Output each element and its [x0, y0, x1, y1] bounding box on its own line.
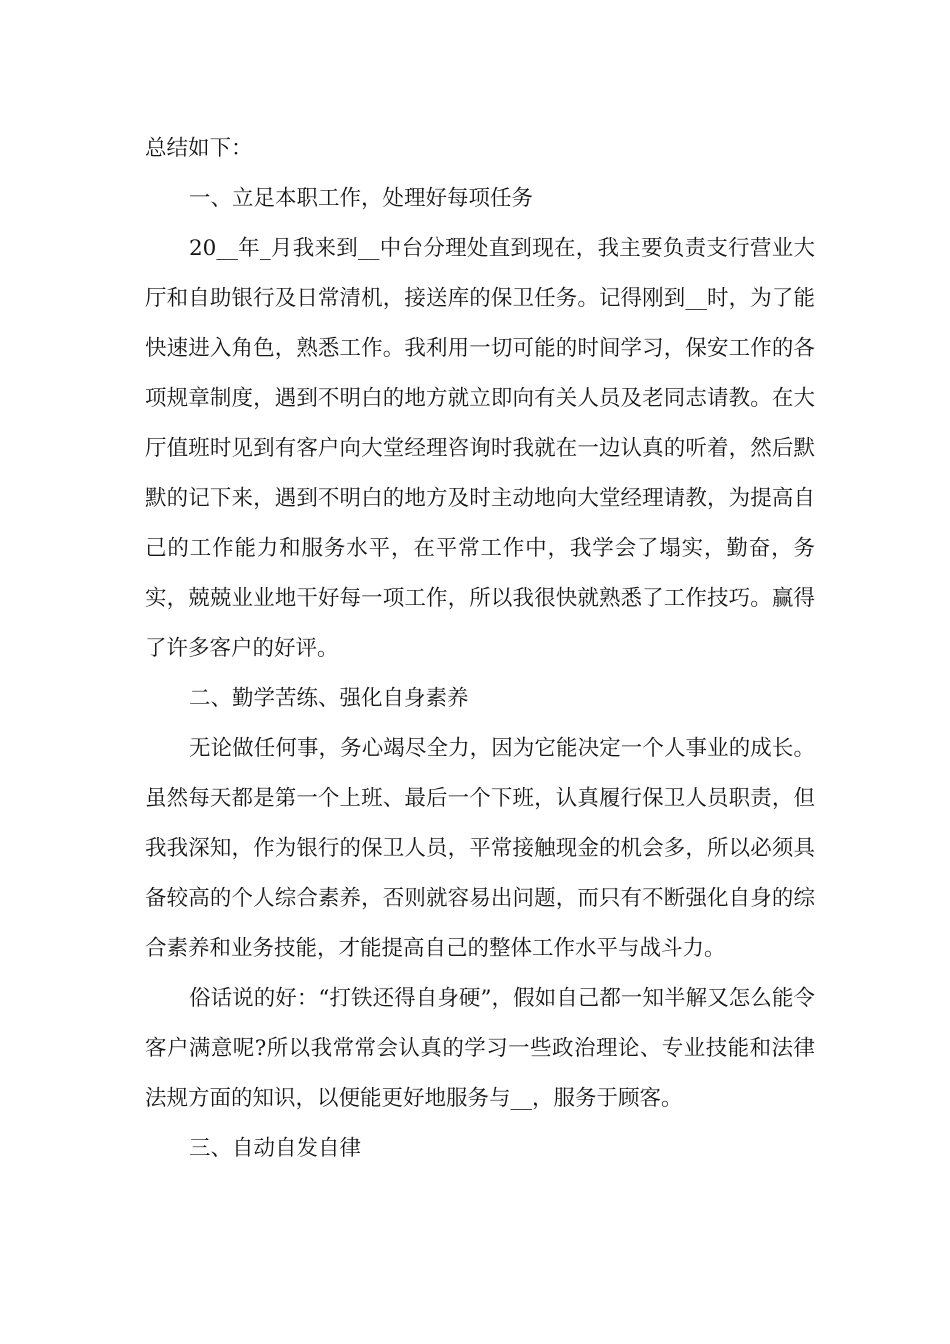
section-heading-two: 二、勤学苦练、强化自身素养	[189, 686, 469, 711]
summary-intro-text: 总结如下：	[145, 136, 253, 161]
body-paragraph-two: 无论做任何事，务心竭尽全力，因为它能决定一个人事业的成长。虽然每天都是第一个上班、最后一个下班，认真履行保卫人员职责，但我我深知，作为银行的保卫人员，平常接触现金的机会多，所以必须具备较高的个人综合素养，否则就容易出问题，而只有不断强化自身的综合素养和业务技能，才能提高自己的整体工作水平与战斗力。	[145, 736, 815, 961]
document-page	[145, 124, 815, 1174]
body-paragraph-three: 俗话说的好：“打铁还得自身硬”，假如自己都一知半解又怎么能令客户满意呢?所以我常常会认真的学习一些政治理论、专业技能和法律法规方面的知识，以便能更好地服务与__，服务于顾客。	[145, 986, 815, 1111]
body-paragraph-one: 20__年_月我来到__中台分理处直到现在，我主要负责支行营业大厅和自助银行及日常清机，接送库的保卫任务。记得刚到__时，为了能快速进入角色，熟悉工作。我利用一切可能的时间学习，保安工作的各项规章制度，遇到不明白的地方就立即向有关人员及老同志请教。在大厅值班时见到有客户向大堂经理咨询时我就在一边认真的听着，然后默默的记下来，遇到不明白的地方及时主动地向大堂经理请教，为提高自己的工作能力和服务水平，在平常工作中，我学会了塌实，勤奋，务实，兢兢业业地干好每一项工作，所以我很快就熟悉了工作技巧。赢得了许多客户的好评。	[145, 236, 815, 661]
section-heading-three: 三、自动自发自律	[189, 1136, 362, 1161]
section-heading-one: 一、立足本职工作，处理好每项任务	[189, 186, 534, 211]
